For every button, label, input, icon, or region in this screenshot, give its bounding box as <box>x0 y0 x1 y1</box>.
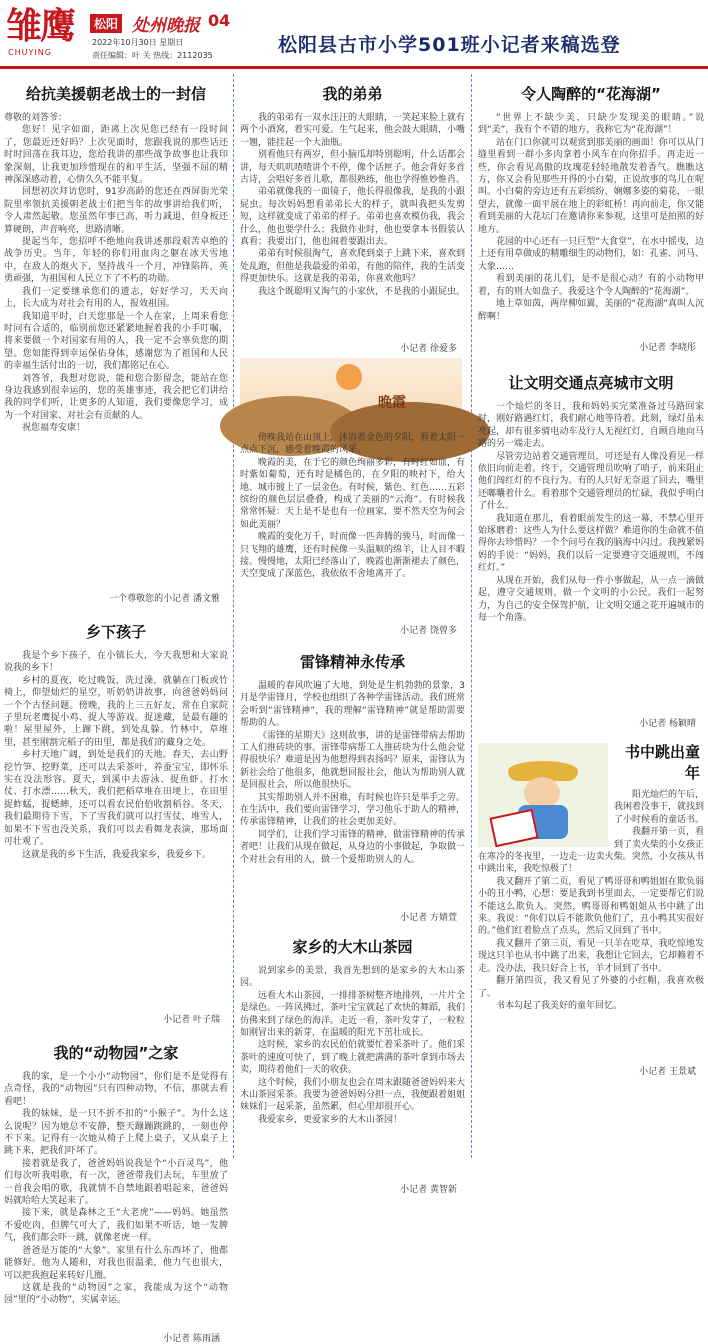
logo-pinyin: CHUYING <box>8 48 52 57</box>
paragraph: 傍晚我站在山顶上，沐浴着金色的夕阳，看着太阳一点点下沉，感受着晚霞的风采。 <box>240 433 466 456</box>
masthead <box>0 0 708 66</box>
paragraph: 地上草如茵，两岸柳如翼，美丽的“花海湖”真叫人沉醉啊！ <box>478 299 704 322</box>
sunset-illustration <box>240 358 462 426</box>
byline: 小记者 徐爱多 <box>400 344 457 354</box>
article-body <box>478 112 704 335</box>
byline: 小记者 饶曾多 <box>400 626 457 636</box>
paragraph: 接着就是我了，爸爸妈妈说我是个“小百灵鸟”，他们每次听我唱歌，有一次，爸爸带我们去玩，车里放了一首我会唱的歌，我就情不自禁地跟着唱起来，爸爸妈妈就哈哈大笑起来了。 <box>4 1158 228 1207</box>
paragraph: 其实帮助别人并不困难，有时候也许只是举手之劳。在生活中，我们要向雷锋学习，学习他乐于助人的精神，传承雷锋精神，让我们的社会更加美好。 <box>240 792 466 828</box>
article-body <box>4 650 228 1007</box>
article-body <box>240 112 465 336</box>
page-number: 04 <box>208 11 231 30</box>
paragraph: 同学们，让我们学习雷锋的精神，做雷锋精神的传承者吧！让我们从现在做起，从身边的小事做起，争取做一个对社会有用的人，做一个爱帮助别人的人。 <box>240 829 466 865</box>
paragraph: 接下来，就是森林之王“大老虎”——妈妈。她虽然不爱吃肉，但脾气可大了，我们如果不听话，她一发脾气，我们都会吓一跳，就像老虎一样。 <box>4 1208 228 1244</box>
paragraph: 看到美丽的花儿们，是不是很心动？有的小动物甲着，有的则大如盘子。我爱这个令人陶醉的“花海湖”。 <box>478 274 704 297</box>
paragraph: 阳光灿烂的午后，我闲着没事干，就找到了小时候看的童话书。 <box>614 790 705 825</box>
paragraph: 我知道平时，白天您那是一个人在家，上周来看您时问有合适的，临别前您还紧紧地握着我的小手叮嘱，将来要做一个对国家有用的人，我一定不会辜负您的期望。您如能得到幸运保佑身体，感谢您为了祖国和人民的幸福生活付出的一切，我们都铭记在心。 <box>4 311 228 372</box>
paragraph: 一个灿烂的冬日，我和妈妈买完菜准备过马路回家时，刚好路遇红灯，我们耐心地等待着。此刻，绿灯虽未亮起，却有很多骑电动车及行人无视红灯，自顾自地向马路的另一端走去。 <box>478 402 704 450</box>
article-traffic <box>478 373 704 729</box>
paragraph: 我又翻开了第三页，看见一只羊在吃草，我吃惊地发现这只羊也从书中跳了出来，我想让它回去，它却赖着不走。没办法，我只好合上书，羊才回到了书中。 <box>478 938 704 974</box>
paper-name: 处州晚报 <box>132 16 200 36</box>
article-sunset <box>240 432 465 636</box>
byline: 小记者 王景斌 <box>639 1067 696 1077</box>
article-flower-lake <box>478 84 704 353</box>
paragraph: 晚霞的美，在于它的颜色绚丽多彩，有时红如血，有时紫如葡萄，还有时是橘色的，在夕阳的映衬下，给大地、城市镀上了一层金色。有时候，紫色、红色……五彩缤纷的颜色层层叠叠，构成了美丽的“云海”。有时候我常常怀疑：天上是不是也有一位画家，要不然天空为何会如此美丽？ <box>240 457 466 530</box>
paragraph: 这个时候，我们小朋友也会在周末跟随爸爸妈妈来大木山茶园采茶。我要为爸爸妈妈分担一点，我便跟着姐姐妹妹们一起采茶，虽然累，但心里却很开心。 <box>240 1077 466 1113</box>
column-divider <box>471 74 472 1158</box>
article-title: 让文明交通点亮城市文明 <box>508 374 674 392</box>
paragraph: 我是个乡下孩子，在小镇长大，今天我想和大家说说我的乡下！ <box>4 651 228 674</box>
paragraph: 回想初次拜访您时，91岁高龄的您还在西屏街光荣院里率领抗美援朝老战士们把当年的故事讲给我们听，令人肃然起敬。您虽然年事已高，听力减退，但身板还算硬朗，声音响亮，思路清晰。 <box>4 187 228 235</box>
paragraph: 刘答爷，我想对您说，能和您合影留念，能站在您身边我感到很幸运的，您的英雄事迹，我会把它们讲给我的同学们听，让更多的人知道，我们要像您学习，成为一个对国家、对社会有贡献的人。 <box>4 373 228 421</box>
paragraph: 说到家乡的美景，我首先想到的是家乡的大木山茶园。 <box>240 966 465 989</box>
paragraph: “世界上不缺少美，只缺少发现美的眼睛。”说到“美”，我有个不错的地方，我称它为“花海湖”！ <box>478 113 704 136</box>
paragraph: 弟弟有时候很淘气，喜欢爬到桌子上跳下来，喜欢到处乱跑，但他是我最爱的弟弟，有他的陪伴，我的生活变得更加快乐。这就是我的弟弟，你喜欢他吗？ <box>240 249 466 285</box>
paragraph: 尽管旁边站着交通管理员，可还是有人像没看见一样依旧向前走着。终于，交通管理员吹响了哨子，前来阻止他们闯红灯的不良行为。有的人只好无奈退了回去，嘴里还嘟囔着什么。看着那个交通管理员的忙碌，我似乎明白了什么。 <box>478 451 704 512</box>
paragraph: 我又翻开了第二页，看见了鸭哥哥和鸭姐姐在欺负弱小的丑小鸭，心想：要是我到书里面去，一定要帮它们说不能这么欺负人。突然，鸭哥哥和鸭姐姐从书中跳了出来。我说：“你们以后不能欺负他们了，丑小鸭其实很好的。”他们红着脸点了点头，然后又回到了书中。 <box>478 876 704 937</box>
paragraph: 我这个既聪明又淘气的小家伙，不是我的小跟屁虫。 <box>258 286 466 297</box>
paragraph: 别看他只有两岁，但小脑瓜却特别聪明，什么话都会讲，每天叽叽喳喳讲个不停，像个话匣子。他会背好多首古诗，会唱好多首儿歌，都很熟练，他也学得惟妙惟肖。 <box>240 150 466 186</box>
book-icon <box>489 809 538 847</box>
paragraph: 我爱家乡，更爱家乡的大木山茶园！ <box>258 1114 403 1125</box>
paragraph: 乡村的夏夜，吃过晚饭，洗过澡，就躺在门板或竹椅上，仰望灿烂的星空，听奶奶讲故事，向爸爸妈妈问一个个古怪问题。傍晚，我的上三五好友，常在自家院子里玩老鹰捉小鸡、捉人等游戏。捉迷藏，是最有趣的啦！屋里屋外，上蹿下跳，到处乱躲。竹林中，草堆里，甚至刚割完稻子的田里，都是我们的藏身之处。 <box>4 675 228 748</box>
article-title: 我的弟弟 <box>322 85 383 103</box>
byline: 小记者 黄智新 <box>400 1185 457 1195</box>
article-title: 我的“动物园”之家 <box>53 1044 179 1062</box>
paragraph: 尊敬的刘答爷： <box>4 113 68 123</box>
article-title: 雷锋精神永传承 <box>299 653 405 671</box>
article-title: 乡下孩子 <box>85 623 146 641</box>
paragraph: 这就是我的“动物园”之家，我能成为这个“动物园”里的“小动物”，实属幸运。 <box>4 1282 228 1306</box>
byline: 小记者 方婧萱 <box>400 913 457 923</box>
paragraph: 祝您福寿安康！ <box>22 423 86 434</box>
paragraph: 我的弟弟有一双水汪汪的大眼睛，一笑起来脸上就有两个小酒窝，着实可爱。生气起来，他会鼓大眼睛，小嘴一翘，能挂起一个大油瓶。 <box>240 113 466 148</box>
paragraph: 我们一定要继承您们的遗志，好好学习，天天向上，长大成为对社会有用的人，报效祖国。 <box>4 286 228 310</box>
article-title: 家乡的大木山茶园 <box>292 938 413 956</box>
byline: 小记者 李晓彤 <box>639 343 696 353</box>
paragraph: 我翻开第一页，看到了卖火柴的小女孩正在寒冷的冬夜里，一边走一边卖火柴。突然，小女孩从书中跳出来，我吃惊极了！ <box>478 827 705 875</box>
paragraph: 《雷锋的星期天》这则故事，讲的是雷锋带病去帮助工人们推砖块的事。雷锋带病帮工人推砖块为什么他会觉得很快乐？难道是因为他想得到表扬吗？原来，雷锋认为新社会给了他很多，他就想回报社会，他认为帮助别人就是回报社会，所以他很快乐。 <box>240 730 466 791</box>
column-3 <box>478 72 704 1160</box>
date-line: 2022年10月30日 星期日 <box>92 38 184 47</box>
article-title: 书中跳出童年 <box>624 743 700 782</box>
paragraph: 弟弟就像我的一面镜子，他长得很像我，是我的小跟屁虫。每次妈妈想看弟弟长大的样子，就叫我把头发剪短，这样就变成了弟弟的样子。弟弟也喜欢模仿我，我会什么，他也要学什么；我做作业时，他也要拿本书假装认真看；我要出门，他也闹着要跟出去。 <box>240 187 466 248</box>
byline: 一个尊敬您的小记者 潘文雅 <box>109 594 220 604</box>
paragraph: 站在门口你就可以观赏到那美丽的画面！你可以从门缝里看到一群小多肉拿着小风车在向你招手。再走近一些，你会看见高傲的玫瑰花轻轻地散发着香气。瞧瞧这方，你又会看见那些开得的小白菊，正说故事的鸟儿在呢叫。小白菊的旁边还有五彩缤纷、娴娜多姿的菊花，一眼望去，就像一面平展在地上的彩虹桥！再向前走，你又能看到美丽的大花坛门在邀请你来参观，这里可是拍照的好地方。 <box>478 137 704 235</box>
column-divider <box>233 74 234 1158</box>
byline: 小记者 陈雨涵 <box>163 1334 220 1344</box>
logo: 雏鹰 <box>6 5 75 47</box>
paragraph: 晚霞的变化万千，时而像一匹奔腾的骏马，时而像一只飞翔的雄鹰，还有时候像一头温顺的绵羊，让人目不暇接。慢慢地，太阳已经落山了，晚霞也渐渐褪去了颜色，天空变成了深蓝色，我依依不舍地离开了。 <box>240 532 466 580</box>
article-country-kid <box>4 622 228 1025</box>
paragraph: 我知道在那儿，看着眼前发生的这一幕，不禁心里开始琢磨着：这些人为什么要这样做？难道你的生命就不值得你去珍惜吗？一个个问号在我的脑海中闪过。我拽紧妈妈的手说：“妈妈，我们以后一定要遵守交通规则，不闯红灯。” <box>478 513 704 574</box>
paragraph: 我的妹妹，是一只不折不扣的“小猴子”。为什么这么说呢？因为她总不安静，整天蹦蹦跳跳的，一刻也停不下来。记得有一次她从椅子上爬上桌子，又从桌子上跳下来，把我们吓坏了。 <box>4 1109 228 1157</box>
paragraph: 爸爸是万能的“大象”。家里有什么东西坏了，他都能修好。他为人随和，对我也很温柔，他力气也很大，可以把我抱起来转好几圈。 <box>4 1245 228 1281</box>
article-title: 晚霞 <box>378 395 406 411</box>
region-badge: 松阳 <box>90 14 122 33</box>
article-body <box>478 401 704 711</box>
sun-icon <box>336 364 362 390</box>
page-headline: 松阳县古市小学501班小记者来稿选登 <box>278 34 621 56</box>
article-leifeng <box>240 652 465 923</box>
article-zoo-home <box>4 1043 228 1344</box>
paragraph: 从现在开始，我们从每一件小事做起，从一点一滴做起，遵守交通规则，做一个文明的小公民。我们一起努力，为自己的安全保驾护航，让文明交通之花开遍城市的每一个角落。 <box>478 575 704 623</box>
article-childhood <box>478 741 704 1077</box>
editor-line: 责任编辑：叶 关 热线：2112035 <box>92 51 213 60</box>
paragraph: 这就是我的乡下生活，我爱我家乡，我爱乡下。 <box>22 849 212 860</box>
paragraph: 乡村天地广阔，到处是我们的天地。春天，去山野挖竹笋、挖野菜，还可以去采茶叶，养蚕宝宝，即怀乐实在没法形容。夏天，到溪中去游泳、捉鱼虾、打水仗、打水漂……秋天，我们把稻草堆在田埂上，在田里捉蚱蜢，捉蟋蟀，还可以看农民伯伯收割稻谷。冬天，我们最期待下雪，下了雪我们就可以打雪仗，堆雪人，如果不下雪也没关系，我们可以去看舞龙表演，那场面可壮观了。 <box>4 750 228 848</box>
paragraph: 我的家，是一个小小“动物园”，你们是不是觉得有点奇怪，我的“动物园”只有四种动物，不信，那就去看看吧！ <box>4 1072 228 1107</box>
article-title: 令人陶醉的“花海湖” <box>521 85 661 103</box>
paragraph: 远看大木山茶园，一排排茶树整齐地排列，一片片全是绿色。一阵风拂过，茶叶宝宝就起了欢快的舞蹈，我们仿佛来到了绿色的海洋。走近一看，茶叶发芽了，一粒粒如刚冒出来的新芽，在温暖的阳光下茁壮成长。 <box>240 990 466 1039</box>
paragraph: 花园的中心还有一只巨型“大食堂”，在水中摇曳，边上还有用草做成的精雕细生的动物们，如：孔雀、河马、大象…… <box>478 237 704 272</box>
article-title: 给抗美援朝老战士的一封信 <box>25 85 206 103</box>
article-tea-garden <box>240 937 465 1195</box>
masthead-rule <box>0 66 708 69</box>
paragraph: 温暖的春风吹遍了大地，到处是生机勃勃的景象，3月是学雷锋月，学校也组织了各种学雷锋活动。我们班常会听到“雷锋精神”，我的理解“雷锋精神”就是帮助需要帮助的人。 <box>240 681 466 729</box>
column-1 <box>4 72 228 1344</box>
paragraph: 您好！见字如面，距离上次见您已经有一段时间了，您最近还好吗？上次见面时，您跟我说的那些话还时时回荡在我耳边，您给我讲的那些战争故事也让我印象深刻，让我更加珍惜现在的和平生活，坚强不屈的精神深深感动着，心情久久不能平复。 <box>4 125 228 186</box>
article-body <box>4 112 228 586</box>
article-body <box>240 965 465 1177</box>
paragraph: 书本勾起了我美好的童年回忆。 <box>496 1000 623 1011</box>
byline: 小记者 杨颖晴 <box>639 719 696 729</box>
article-letter <box>4 84 228 604</box>
children-reading-illustration <box>478 743 608 847</box>
article-body <box>240 680 465 905</box>
paragraph: 翻开第四页，我又看见了外婆的小红帽，我喜欢极了。 <box>478 976 704 999</box>
paragraph: 提起当年，您招呼不绝地向我讲述那段艰苦卓绝的战争历史。当年，年轻的你们用血肉之躯在冰天雪地中，在敌人的炮火下，坚持战斗一个月，冲锋陷阵，英勇顽强，为祖国和人民立下了不朽的功勋。 <box>4 237 228 285</box>
article-body <box>4 1071 228 1326</box>
article-body <box>240 432 465 618</box>
article-brother <box>240 84 465 354</box>
paragraph: 这时候，家乡的农民伯伯就要忙着采茶叶了。他们采茶叶的速度可快了，到了晚上就把满满的茶叶拿到市场去卖，期待着他们一天的收获。 <box>240 1040 466 1076</box>
byline: 小记者 叶子瑞 <box>163 1015 220 1025</box>
column-2 <box>240 72 466 1195</box>
